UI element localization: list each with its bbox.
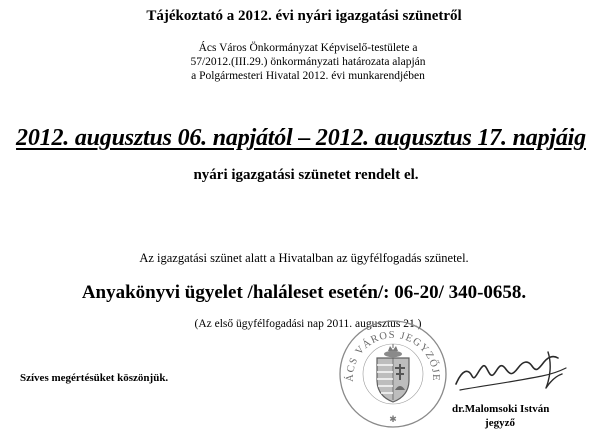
- first-reception-day-note: (Az első ügyfélfogadási nap 2011. augusztus 21.): [194, 318, 422, 330]
- coat-of-arms-icon: [377, 344, 409, 402]
- closure-ordered-text: nyári igazgatási szünetet rendelt el.: [193, 167, 419, 183]
- seal-star-icon: ✱: [389, 415, 397, 425]
- authority-line-3: a Polgármesteri Hivatal 2012. évi munkarendjében: [191, 70, 425, 82]
- signer-block: [452, 402, 548, 430]
- official-seal: [337, 318, 449, 430]
- signer-name: dr.Malomsoki István: [452, 403, 550, 415]
- authority-line-2: 57/2012.(III.29.) önkormányzati határozata alapján: [190, 56, 426, 68]
- client-reception-note: Az igazgatási szünet alatt a Hivatalban az ügyfélfogadás szünetel.: [139, 251, 469, 265]
- signer-title: jegyző: [485, 417, 515, 429]
- notice-title: Tájékoztató a 2012. évi nyári igazgatási szünetről: [146, 8, 462, 24]
- closure-period: 2012. augusztus 06. napjától – 2012. augusztus 17. napjáig: [16, 125, 586, 151]
- registry-duty-phone: Anyakönyvi ügyelet /haláleset esetén/: 06-20/ 340-0658.: [81, 282, 527, 303]
- handwritten-signature-icon: [452, 346, 570, 398]
- authority-line-1: Ács Város Önkormányzat Képviselő-testülete a: [198, 42, 418, 54]
- seal-text: ÁCS VÁROS JEGYZŐJE: [344, 329, 442, 382]
- thanks-note: Szíves megértésüket köszönjük.: [20, 372, 169, 384]
